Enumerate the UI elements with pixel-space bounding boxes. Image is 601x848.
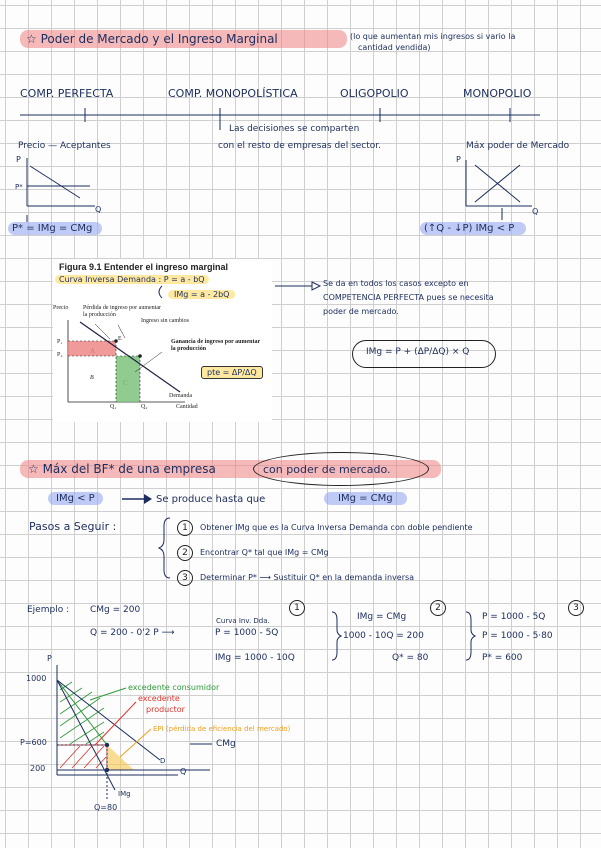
img-arrow (159, 286, 162, 298)
graph-y-1000: 1000 (26, 674, 47, 683)
shared-decisions-2: con el resto de empresas del sector. (218, 141, 382, 151)
fig-unchanged-pointer (118, 325, 125, 338)
note-line-2: COMPETENCIA PERFECTA pues se necesita (323, 293, 494, 302)
steps-brace (159, 518, 170, 578)
fig-area-a-rect (68, 341, 116, 356)
right-q-axis: Q (532, 207, 539, 216)
example-col3-2: P = 1000 - 5·80 (482, 631, 553, 641)
left-demand-line (30, 166, 80, 198)
deadweight-loss-label: EPI (pérdida de eficiencia del mercado) (153, 725, 291, 733)
fig-q1: Q₁ (110, 404, 117, 410)
fig-area-c-rect (116, 356, 140, 402)
graph-d-label: D (160, 757, 166, 765)
fig-loss-label: Pérdida de ingreso por aumentar la producción (83, 305, 161, 318)
graph-q-80: Q=80 (94, 803, 118, 812)
inverse-demand-note: Curva Inversa Demanda : P = a - bQ (55, 275, 209, 284)
example-step-2: 2 (430, 600, 446, 616)
fig-point-e: E (118, 336, 122, 342)
example-col3-3: P* = 600 (482, 653, 523, 663)
figure-graph (68, 320, 185, 402)
producer-surplus-hatch (60, 746, 106, 768)
example-col2-2: 1000 - 10Q = 200 (343, 631, 424, 641)
structure-oligopoly: OLIGOPOLIO (340, 87, 409, 100)
figure-caption: Figura 9.1 Entender el ingreso marginal (59, 262, 229, 272)
example-brace-2 (466, 612, 475, 660)
fig-y-axis: Precio (53, 305, 69, 311)
example-col2-1: IMg = CMg (357, 612, 407, 622)
statement-img-eq-cmg: IMg = CMg (324, 492, 407, 505)
fig-unchanged-label: Ingreso sin cambios (141, 318, 189, 324)
step-2-text: Encontrar Q* tal que IMg = CMg (200, 548, 329, 557)
max-market-power-title: Máx poder de Mercado (466, 141, 570, 151)
fig-x-axis: Cantidad (176, 404, 198, 410)
consumer-surplus-pointer (90, 688, 126, 700)
monopoly-formula: (↑Q - ↓P) IMg < P (420, 222, 526, 235)
statement-produce: Se produce hasta que (156, 494, 266, 505)
example-label: Ejemplo : (27, 605, 70, 615)
img-note: IMg = a - 2bQ (168, 290, 235, 299)
step-3-number: 3 (177, 570, 193, 586)
note-arrow-head (312, 282, 320, 290)
fig-point-d-dot (138, 354, 142, 358)
steps-label: Pasos a Seguir : (29, 520, 117, 533)
graph-cmg-label: CMg (216, 739, 236, 749)
graph-q-axis: Q (180, 767, 187, 776)
step-3-text: Determinar P* ⟶ Sustituir Q* en la demanda inversa (200, 573, 415, 582)
consumer-surplus-label: excedente consumidor (128, 683, 220, 692)
deadweight-pointer (120, 729, 151, 757)
step-2-number: 2 (177, 545, 193, 561)
example-cmg: CMg = 200 (90, 605, 141, 615)
example-inverse-label: Curva Inv. Dda. (216, 617, 270, 625)
structure-monopoly: MONOPOLIO (463, 87, 532, 100)
example-inverse: P = 1000 - 5Q (215, 628, 279, 638)
graph-p-axis: P (47, 654, 52, 663)
title-note-2: cantidad vendida) (358, 43, 431, 52)
note-line-1: Se da en todos los casos excepto en (323, 279, 469, 288)
left-p-star: P* (15, 183, 23, 191)
structure-perfect: COMP. PERFECTA (20, 87, 114, 100)
example-brace-1 (332, 612, 341, 660)
section-title-part2: con poder de mercado. (263, 463, 391, 476)
example-step-3: 3 (568, 600, 584, 616)
fig-p1: P₁ (57, 339, 63, 345)
fig-gain-label: Ganancia de ingreso por aumentar la producción (171, 339, 261, 352)
shared-decisions-1: Las decisiones se comparten (229, 124, 360, 134)
graph-y-600: P=600 (20, 738, 47, 747)
fig-area-b: B (90, 375, 94, 381)
fig-demand: Demanda (169, 393, 192, 399)
graph-img-label: IMg (118, 790, 131, 798)
img-formula: IMg = P + (ΔP/ΔQ) × Q (366, 347, 470, 357)
left-p-axis: P (16, 155, 21, 164)
example-graph (57, 665, 212, 800)
fig-p2: P₂ (57, 352, 63, 358)
perfect-comp-formula: P* = IMg = CMg (8, 222, 102, 235)
price-takers-title: Precio — Aceptantes (18, 141, 111, 151)
fig-loss-pointer (95, 324, 110, 339)
fig-slope: pte = ΔP/ΔQ (201, 366, 263, 379)
example-col2-3: Q* = 80 (392, 653, 429, 663)
section-title-part1: ☆ Máx del BF* de una empresa (28, 462, 216, 476)
step-1-text: Obtener IMg que es la Curva Inversa Demanda con doble pendiente (200, 523, 473, 532)
page-title: ☆ Poder de Mercado y el Ingreso Marginal (20, 30, 347, 48)
statement-img-lt-p: IMg < P (48, 492, 103, 505)
example-step-1: 1 (289, 600, 305, 616)
right-p-axis: P (456, 155, 461, 164)
example-img: IMg = 1000 - 10Q (215, 653, 295, 663)
left-q-axis: Q (95, 205, 102, 214)
example-demand: Q = 200 - 0'2 P ⟶ (90, 628, 175, 638)
note-line-3: poder de mercado. (323, 307, 399, 316)
producer-surplus-label-1: excedente (138, 694, 180, 703)
title-note-1: (lo que aumentan mis ingresos si vario la (350, 32, 516, 41)
graph-y-200: 200 (30, 764, 46, 773)
fig-q2: Q₂ (141, 404, 148, 410)
structure-monopolistic: COMP. MONOPOLÍSTICA (168, 87, 298, 100)
producer-surplus-label-2: productor (146, 705, 185, 714)
fig-point-e-dot (114, 339, 118, 343)
statement-arrow-head (144, 494, 152, 504)
deadweight-loss-area (107, 745, 134, 770)
step-1-number: 1 (177, 520, 193, 536)
graph-img-cmg-point (105, 768, 109, 772)
example-col3-1: P = 1000 - 5Q (482, 612, 546, 622)
graph-optimum-point (105, 743, 109, 747)
